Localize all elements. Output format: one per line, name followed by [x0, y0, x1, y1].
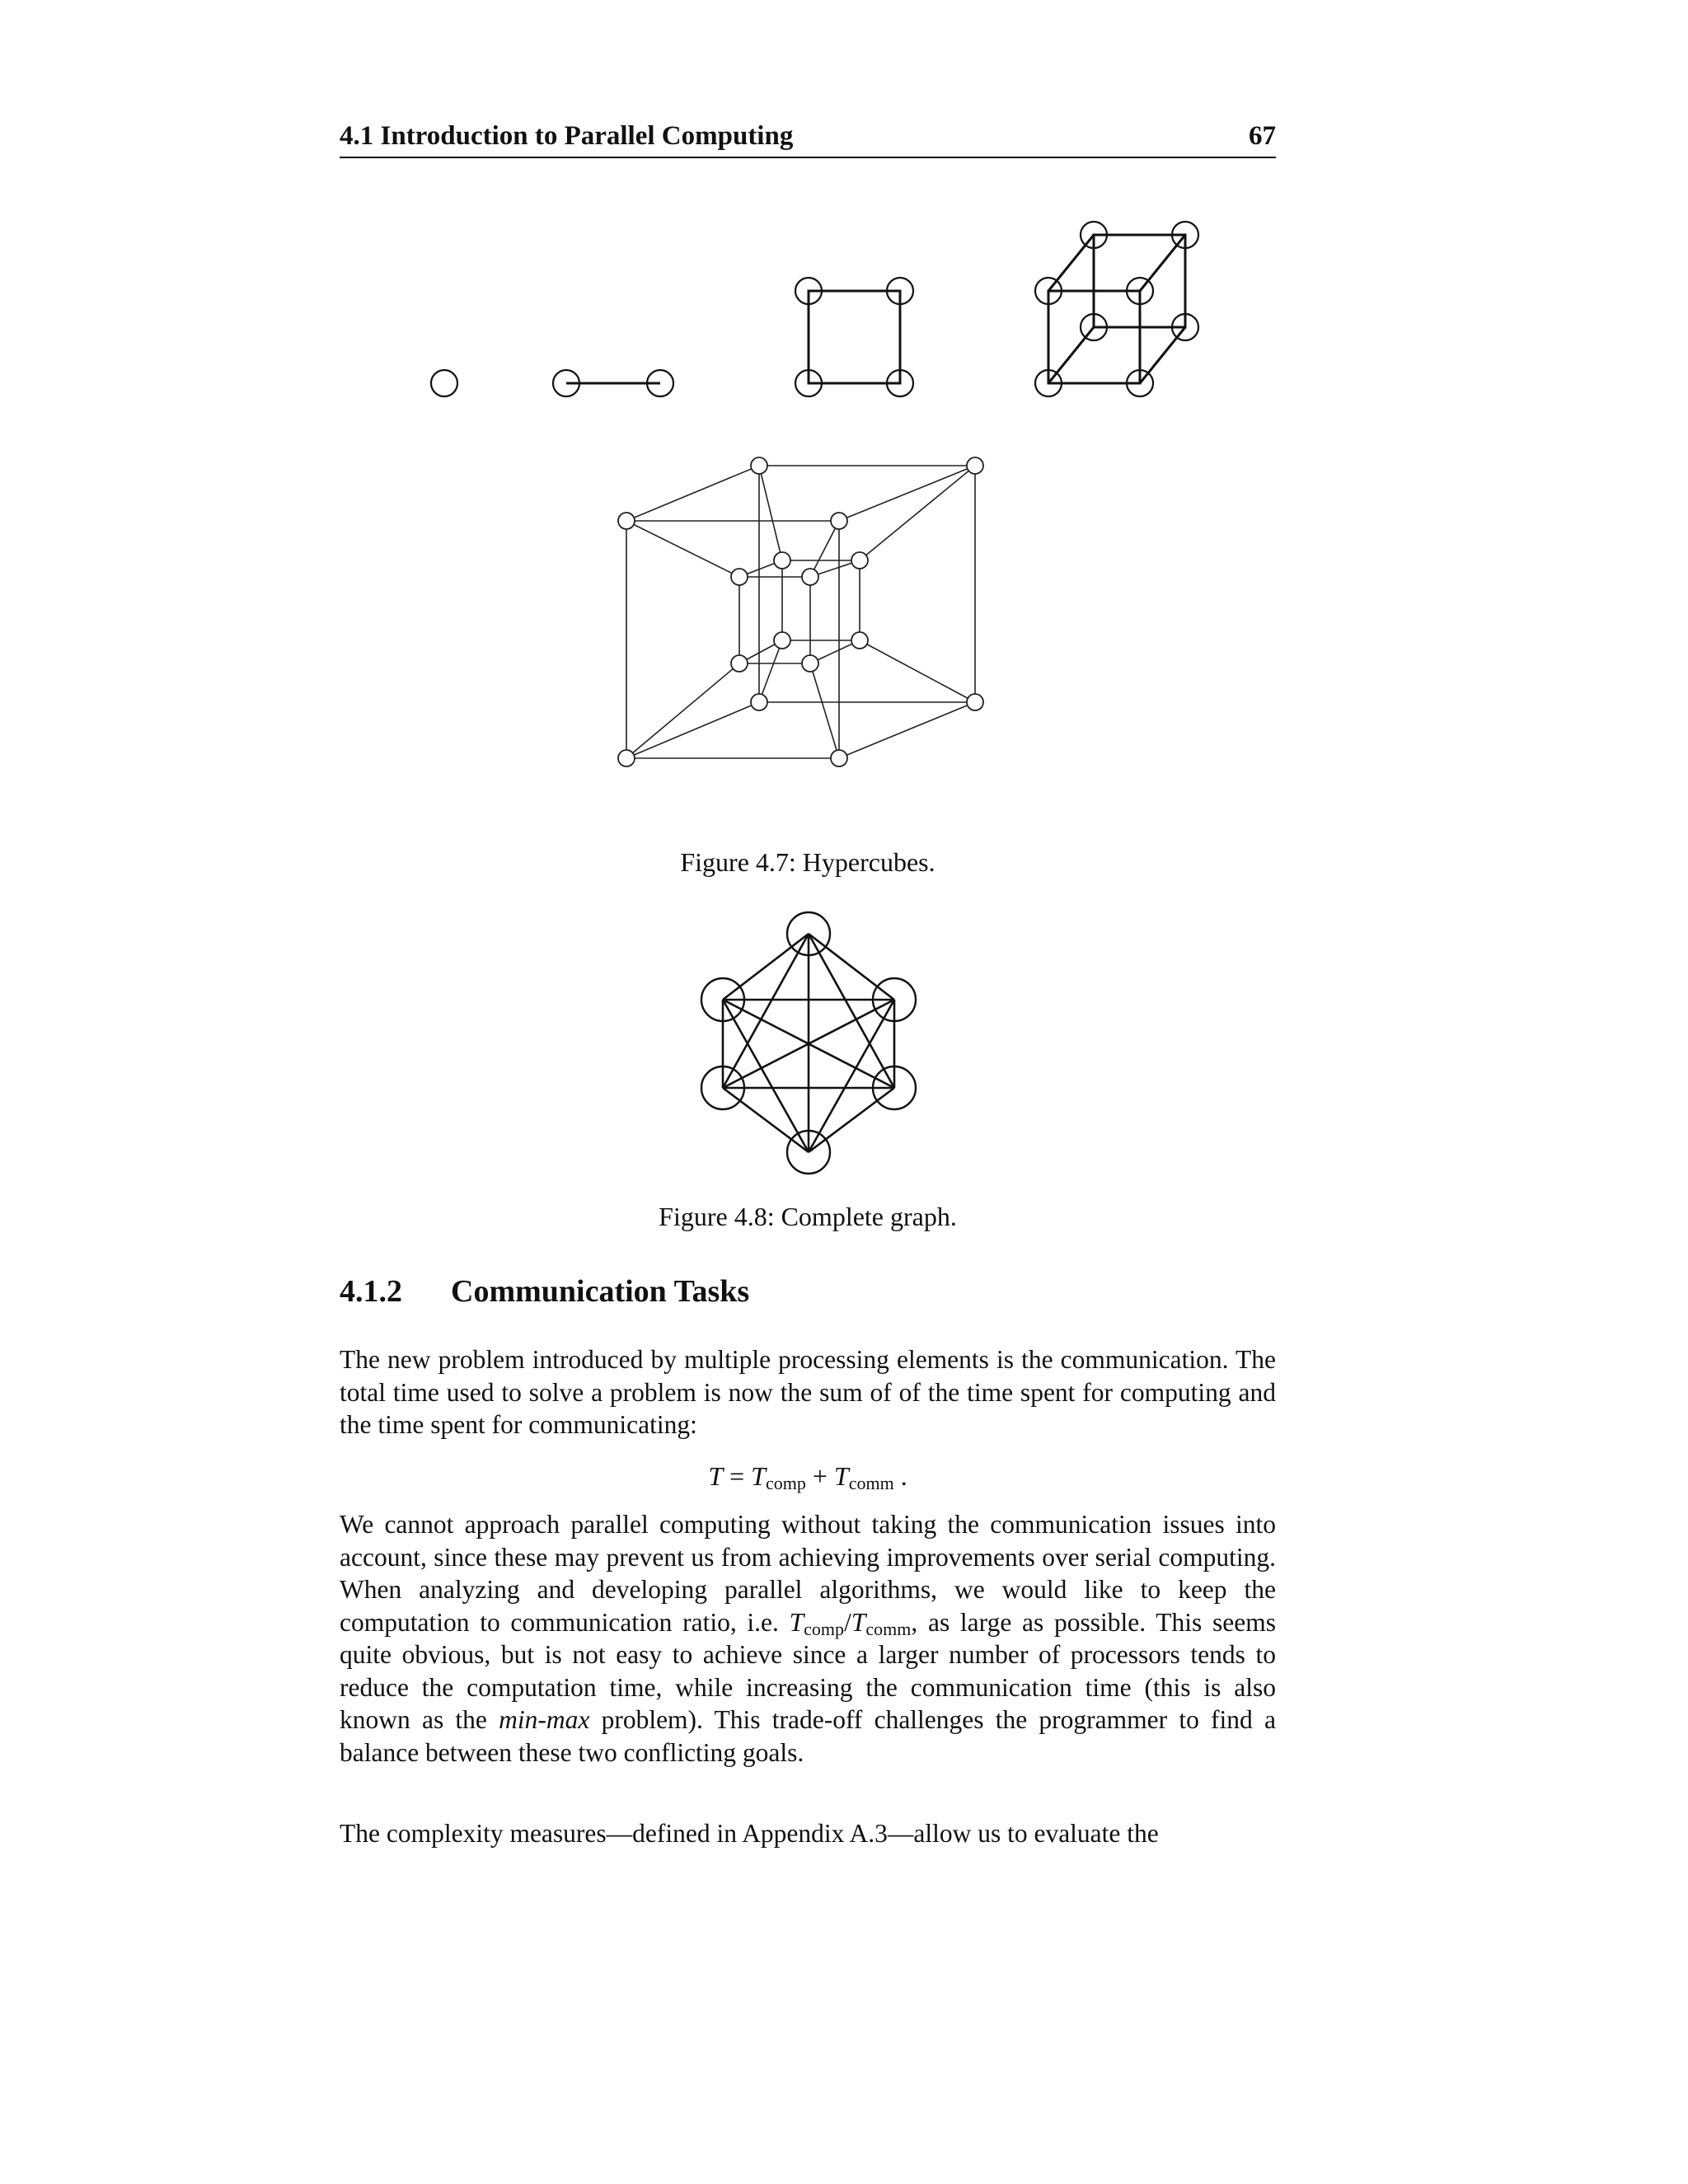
figure-4-7-caption: Figure 4.7: Hypercubes.	[680, 847, 935, 877]
section-number: 4.1.2	[340, 1274, 402, 1309]
p2-part-3: problem). This trade-off challenges the programmer to find a balance between these two conflicting goals.	[340, 1705, 1276, 1767]
ratio-den: T	[851, 1607, 866, 1637]
paragraph-1: The new problem introduced by multiple processing elements is the communication. The total time used to solve a problem is now the sum of of the time spent for computing and the time spent for communicating:	[340, 1345, 1276, 1439]
p2-part-2: , as large as possible. This seems quite obvious, but is not easy to achieve since a larger number of processors tends to reduce the computation time, while increasing the communication time (this is also known as the	[340, 1607, 1276, 1734]
complete-graph-edge	[809, 934, 894, 1000]
p2-part-1: We cannot approach parallel computing without taking the communication issues into account, since these may prevent us from achieving improvements over serial computing. When analyzing and developing parallel algorithms, we would like to keep the computation to communication ratio, i.e.	[340, 1510, 1276, 1637]
ratio-slash: /	[844, 1607, 851, 1637]
p2-emphasis: min-max	[499, 1705, 590, 1734]
complete-graph-edge	[723, 1088, 809, 1152]
paragraph-3: The complexity measures—defined in Appendix A.3—allow us to evaluate the	[340, 1819, 1159, 1848]
paragraph-2	[340, 1508, 1276, 1769]
complete-graph-edge	[723, 934, 809, 1000]
ratio-num: T	[789, 1607, 804, 1637]
eq-equals: =	[723, 1461, 752, 1491]
ratio-num-sub: comp	[804, 1618, 845, 1639]
complete-graph-edge	[809, 1088, 894, 1152]
equation-total-time	[340, 1461, 1276, 1494]
eq-t1: T	[751, 1461, 766, 1491]
eq-t2-sub: comm	[848, 1473, 894, 1493]
section-title: Communication Tasks	[451, 1274, 750, 1309]
eq-t1-sub: comp	[765, 1473, 806, 1493]
eq-t2: T	[833, 1461, 849, 1491]
figure-4-8-caption: Figure 4.8: Complete graph.	[659, 1202, 957, 1231]
page-number: 67	[1249, 121, 1276, 151]
section-heading	[340, 1273, 749, 1310]
eq-lhs: T	[708, 1461, 724, 1491]
ratio-den-sub: comm	[865, 1618, 912, 1639]
eq-plus: +	[805, 1461, 834, 1491]
running-section-title: 4.1 Introduction to Parallel Computing	[340, 121, 794, 151]
eq-end: .	[893, 1461, 907, 1491]
